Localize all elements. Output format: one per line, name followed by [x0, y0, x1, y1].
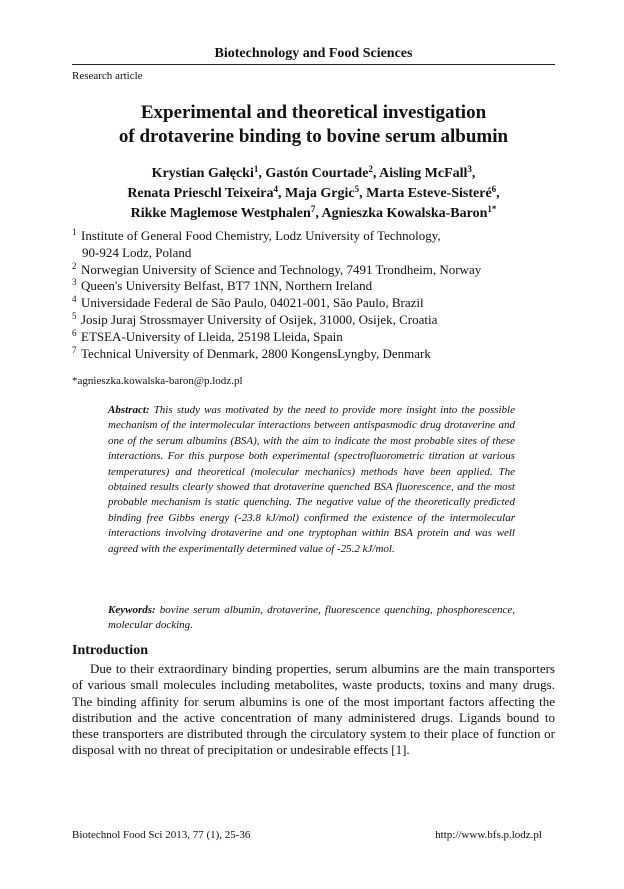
author-separator: ,	[278, 186, 286, 201]
author-separator: ,	[315, 206, 322, 221]
author-affil-sup: 3	[467, 164, 472, 174]
article-title	[72, 101, 555, 149]
author-affil-sup: 6	[491, 184, 497, 194]
affiliation-item	[72, 295, 555, 312]
author-list	[72, 164, 555, 224]
author-affil-sup: 1	[253, 164, 259, 174]
author-line-3	[72, 204, 555, 224]
author-separator: ,	[471, 166, 476, 181]
footer-url[interactable]: http://www.bfs.p.lodz.pl	[435, 829, 542, 841]
author-name: Krystian Gałęcki	[151, 166, 254, 181]
affiliation-number: 5	[72, 310, 77, 321]
affiliation-item	[72, 329, 555, 346]
author-affil-sup: 7	[310, 204, 316, 214]
author-name: Rikke Maglemose Westphalen	[130, 206, 311, 221]
affiliation-list	[72, 228, 555, 362]
section-heading-introduction: Introduction	[72, 643, 148, 658]
author-affil-sup: 4	[273, 184, 279, 194]
author-separator: ,	[359, 186, 367, 201]
affiliation-item	[72, 262, 555, 279]
affiliation-number: 3	[72, 277, 77, 288]
affiliation-text-continued: 90-924 Lodz, Poland	[82, 244, 192, 260]
author-affil-sup: 1*	[487, 204, 497, 214]
abstract-text: This study was motivated by the need to provide more insight into the possible mechanism of the intermolecular interactions between antispasmodic drug drotaverine and one of the serum albumins (BSA), with the aim to indicate the most probable sites of these interactions. For this purpose both experimental (spectrofluorometric titration at various temperatures) and theoretical (molecular mechanics) methods have been applied. The obtained results clearly showed that drotaverine quenched BSA fluorescence, and the most probable mechanism is static quenching. The negative value of the theoretically predicted binding free Gibbs energy (-23.8 kJ/mol) confirmed the existence of the intermolecular interactions involving drotaverine and one tryptophan within BSA protein and was well agreed with the experimentally determined value of -25.2 kJ/mol.	[108, 404, 515, 555]
affiliation-text: Technical University of Denmark, 2800 KongensLyngby, Denmark	[81, 345, 431, 361]
abstract	[108, 403, 515, 557]
article-type: Research article	[72, 70, 143, 82]
title-line-1: Experimental and theoretical investigation	[140, 102, 487, 123]
keywords	[108, 603, 515, 634]
footer-citation: Biotechnol Food Sci 2013, 77 (1), 25-36	[72, 829, 251, 841]
keywords-text: bovine serum albumin, drotaverine, fluorescence quenching, phosphorescence, molecular docking.	[108, 604, 516, 632]
affiliation-text: Institute of General Food Chemistry, Lodz University of Technology,	[81, 228, 441, 243]
affiliation-item	[72, 228, 555, 262]
affiliation-number: 6	[72, 327, 77, 338]
author-name: Aisling McFall	[379, 166, 468, 181]
journal-header: Biotechnology and Food Sciences	[214, 46, 413, 61]
affiliation-text: Universidade Federal de São Paulo, 04021-001, São Paulo, Brazil	[81, 295, 424, 311]
affiliation-item	[72, 312, 555, 329]
author-name: Maja Grgic	[285, 186, 355, 201]
affiliation-number: 4	[72, 294, 77, 305]
affiliation-item	[72, 278, 555, 295]
author-separator: ,	[496, 186, 500, 201]
abstract-label: Abstract:	[108, 404, 150, 416]
author-affil-sup: 5	[354, 184, 360, 194]
affiliation-text: Josip Juraj Strossmayer University of Osijek, 31000, Osijek, Croatia	[81, 311, 438, 327]
affiliation-text: Queen's University Belfast, BT7 1NN, Northern Ireland	[81, 278, 373, 294]
author-affil-sup: 2	[368, 164, 373, 174]
affiliation-text: ETSEA-University of Lleida, 25198 Lleida, Spain	[81, 328, 343, 344]
author-name: Agnieszka Kowalska-Baron	[321, 206, 488, 221]
author-name: Gastón Courtade	[265, 166, 369, 181]
corresponding-email[interactable]: *agnieszka.kowalska-baron@p.lodz.pl	[72, 375, 243, 387]
affiliation-item	[72, 346, 555, 363]
affiliation-number: 1	[72, 227, 77, 237]
affiliation-number: 2	[72, 260, 77, 271]
affiliation-text: Norwegian University of Science and Technology, 7491 Trondheim, Norway	[81, 261, 482, 277]
author-line-1	[72, 164, 555, 184]
author-separator: ,	[372, 166, 380, 181]
header-rule	[72, 64, 555, 65]
keywords-label: Keywords:	[108, 604, 156, 616]
author-name: Marta Esteve-Sisteré	[366, 186, 492, 201]
affiliation-number: 7	[72, 344, 77, 355]
author-name: Renata Prieschl Teixeira	[127, 186, 274, 201]
author-separator: ,	[258, 166, 266, 181]
introduction-paragraph: Due to their extraordinary binding properties, serum albumins are the main transporters of various small molecules including metabolites, waste products, toxins and many drugs. The binding affinity for serum albumins is one of the most important factors affecting the distribution and the active concentration of many administered drugs. Ligands bound to these transporters are distributed through the circulatory system to their place of function or disposal with no threat of precipitation or undesirable effects [1].	[72, 661, 555, 758]
author-line-2	[72, 184, 555, 204]
title-line-2: of drotaverine binding to bovine serum albumin	[118, 126, 509, 147]
